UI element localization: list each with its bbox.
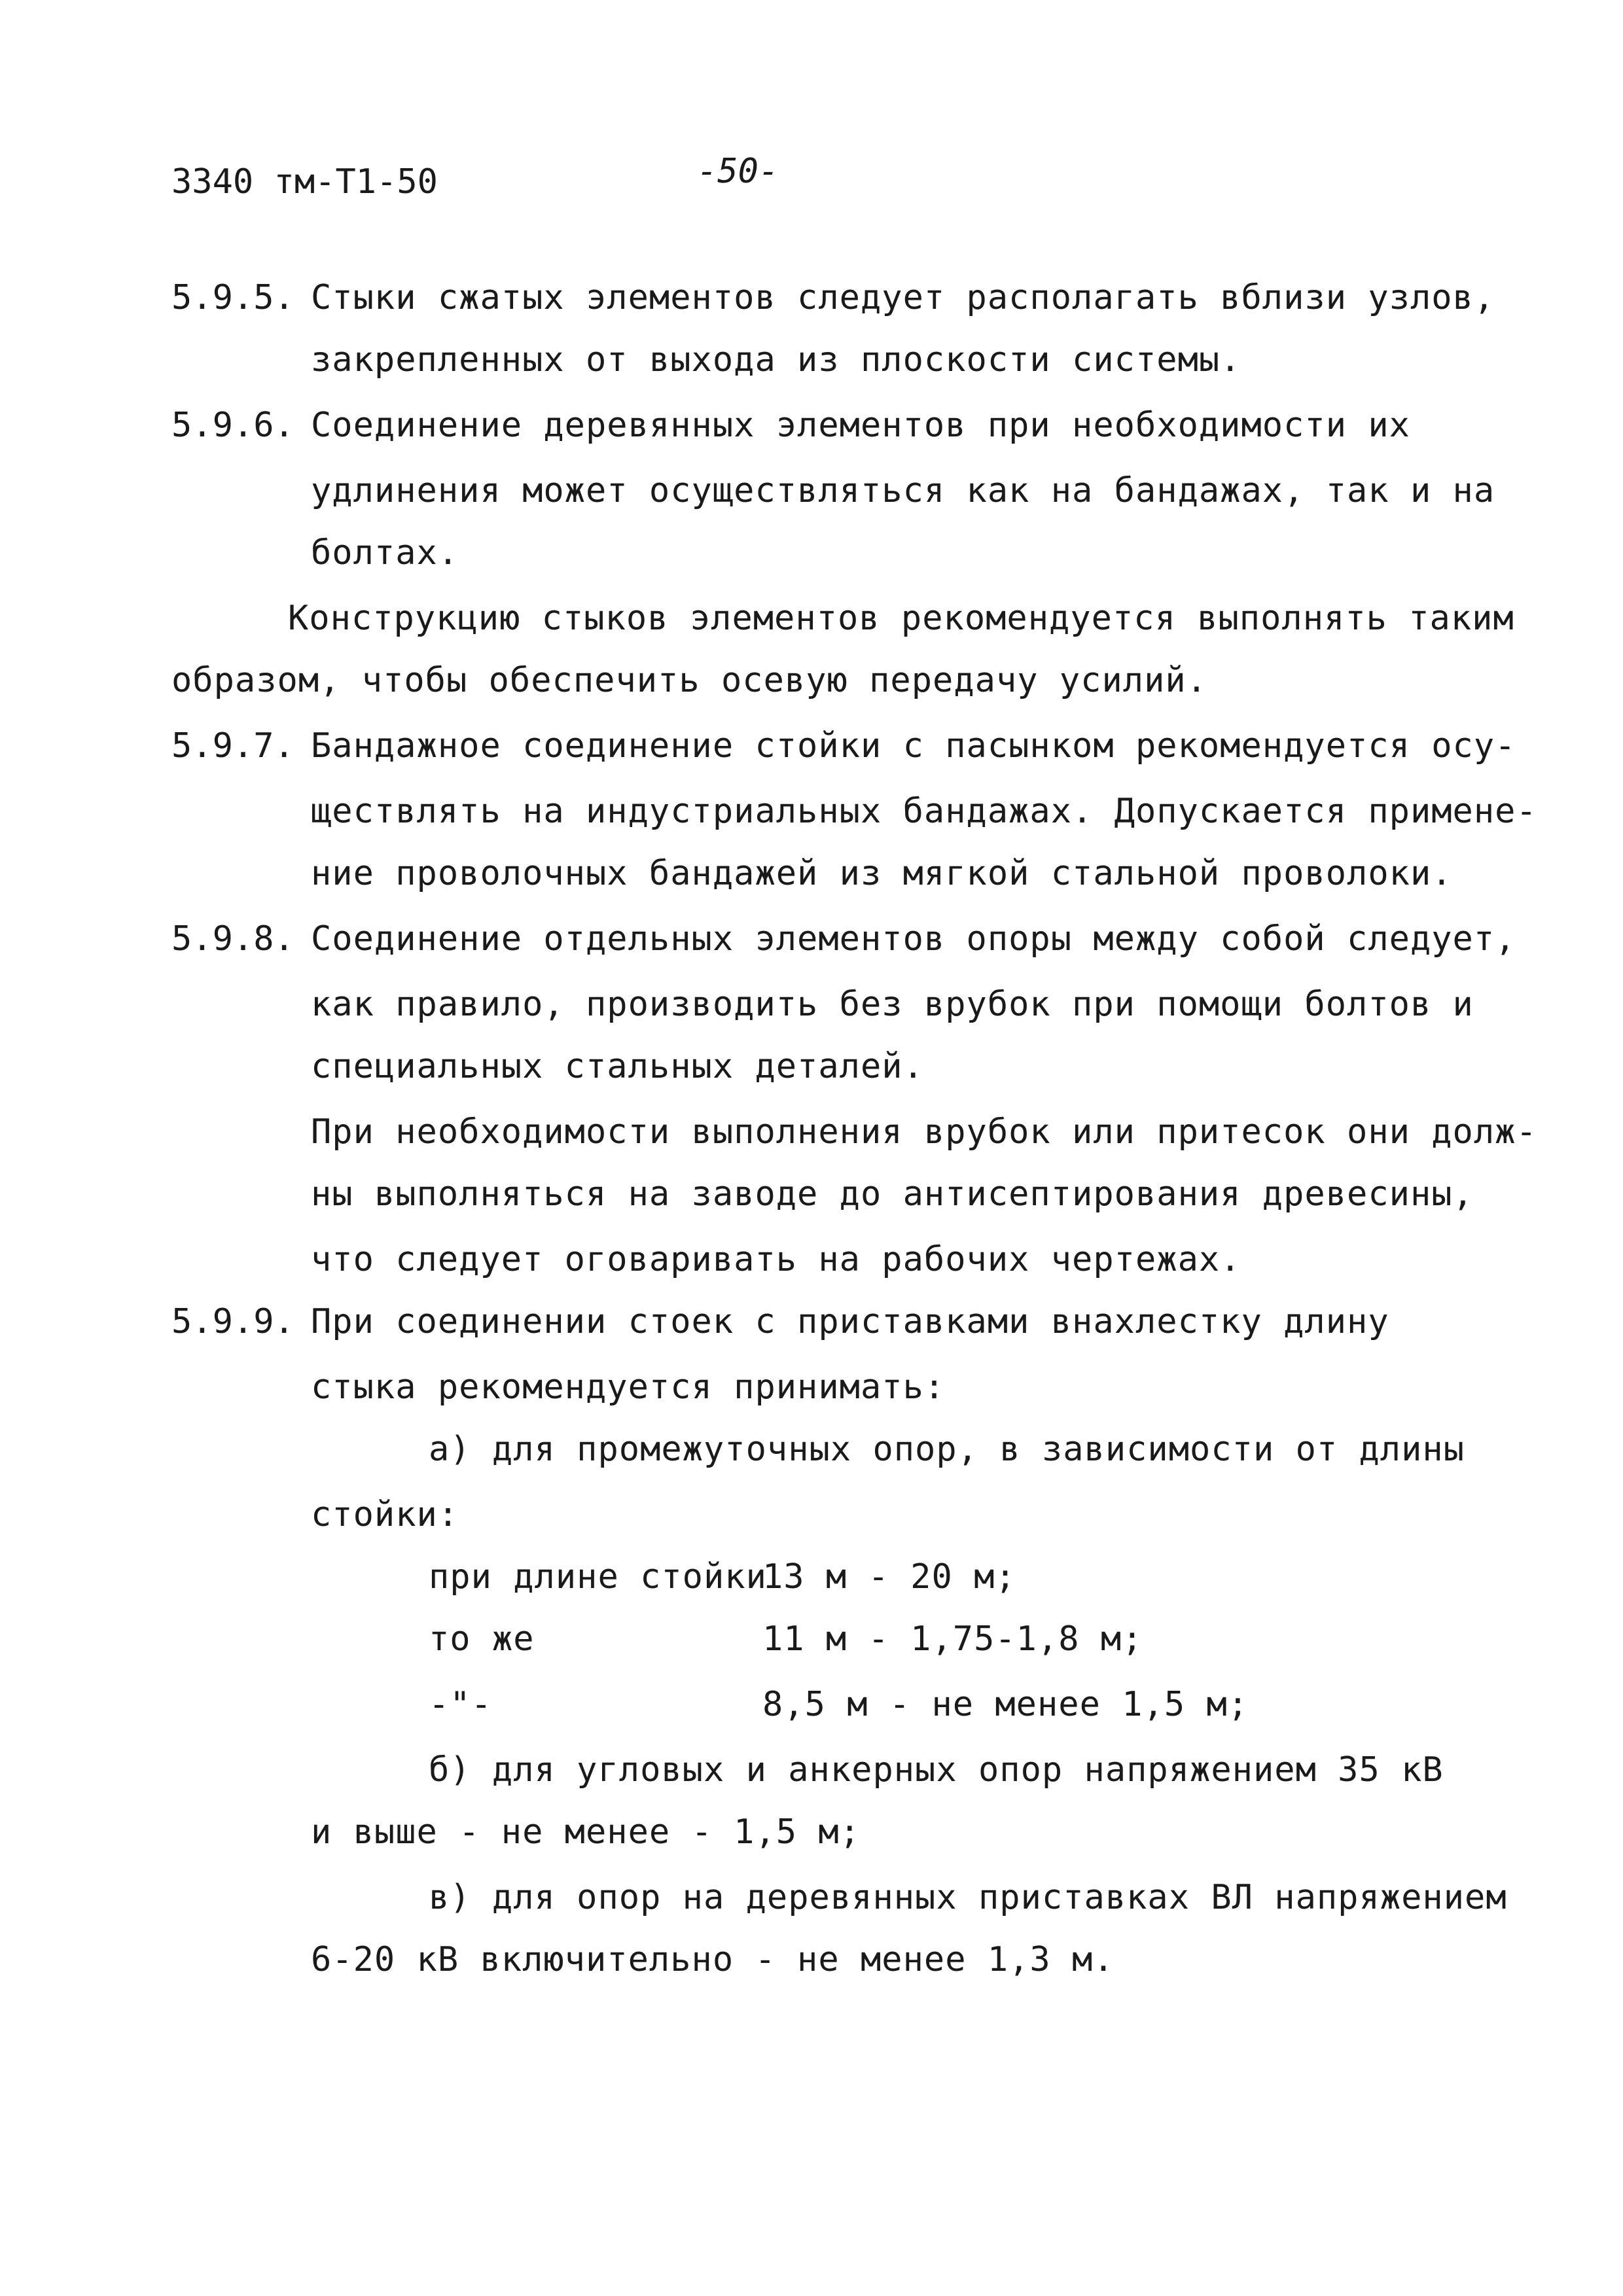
table-row-label: -"- — [429, 1685, 492, 1724]
sub-item-line: б) для угловых и анкерных опор напряжением 35 кВ — [429, 1750, 1444, 1790]
item-text-line: ние проволочных бандажей из мягкой стальной проволоки. — [311, 854, 1453, 893]
item-number: 5.9.9. — [171, 1302, 294, 1341]
item-number: 5.9.8. — [171, 919, 294, 959]
item-number: 5.9.7. — [171, 726, 294, 766]
paragraph-line: образом, чтобы обеспечить осевую передачу усилий. — [171, 661, 1208, 700]
item-text-line: закрепленных от выхода из плоскости системы. — [311, 340, 1241, 380]
paragraph-line: ны выполняться на заводе до антисептирования древесины, — [311, 1174, 1474, 1214]
table-row-value: 11 м - 1,75-1,8 м; — [762, 1619, 1143, 1659]
sub-item-line: стойки: — [311, 1495, 459, 1534]
document-code: 3340 тм-Т1-50 — [171, 162, 438, 202]
paragraph-line: что следует оговаривать на рабочих чертежах. — [311, 1240, 1241, 1279]
sub-item-line: и выше - не менее - 1,5 м; — [311, 1812, 861, 1852]
table-row-label: то же — [429, 1619, 535, 1659]
item-text-line: болтах. — [311, 533, 459, 573]
item-text-line: Стыки сжатых элементов следует располагать вблизи узлов, — [311, 278, 1495, 317]
item-text-line: Бандажное соединение стойки с пасынком рекомендуется осу- — [311, 726, 1516, 766]
page-number: -50- — [697, 152, 779, 191]
sub-item-line: а) для промежуточных опор, в зависимости от длины — [429, 1430, 1465, 1469]
sub-item-line: в) для опор на деревянных приставках ВЛ напряжением — [429, 1878, 1507, 1917]
sub-item-line: 6-20 кВ включительно - не менее 1,3 м. — [311, 1940, 1115, 1979]
item-text-line: стыка рекомендуется принимать: — [311, 1368, 946, 1407]
paragraph-line: Конструкцию стыков элементов рекомендуется выполнять таким — [288, 599, 1514, 638]
item-text-line: ществлять на индустриальных бандажах. Допускается примене- — [311, 792, 1537, 831]
item-number: 5.9.6. — [171, 406, 294, 445]
item-text-line: При соединении стоек с приставками внахлестку длину — [311, 1302, 1389, 1341]
item-text-line: как правило, производить без врубок при помощи болтов и — [311, 985, 1474, 1024]
item-text-line: специальных стальных деталей. — [311, 1047, 924, 1086]
item-text-line: удлинения может осуществляться как на бандажах, так и на — [311, 471, 1495, 510]
table-row-value: 8,5 м - не менее 1,5 м; — [762, 1685, 1249, 1724]
item-text-line: Соединение деревянных элементов при необходимости их — [311, 406, 1410, 445]
item-text-line: Соединение отдельных элементов опоры между собой следует, — [311, 919, 1516, 959]
item-number: 5.9.5. — [171, 278, 294, 317]
paragraph-line: При необходимости выполнения врубок или притесок они долж- — [311, 1112, 1537, 1152]
table-row-label: при длине стойки — [429, 1557, 767, 1597]
table-row-value: 13 м - 20 м; — [762, 1557, 1016, 1597]
